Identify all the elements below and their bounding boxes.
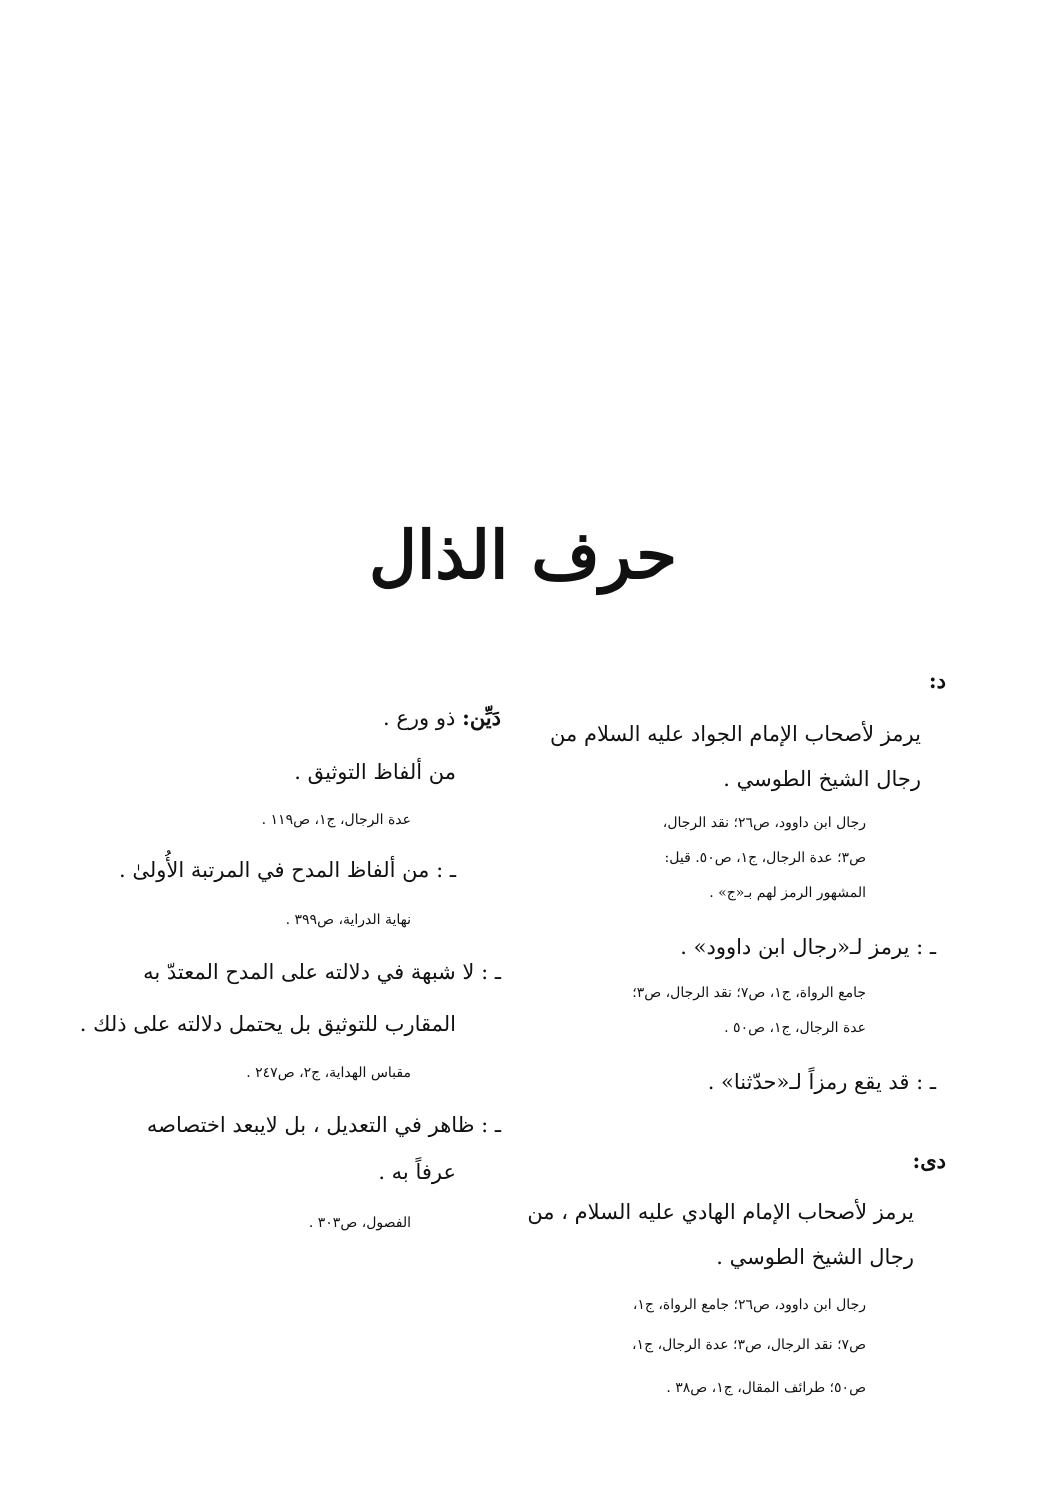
sub3-line1: ـ : ظاهر في التعديل ، بل لايبعد اختصاصه bbox=[146, 1113, 501, 1137]
sub3-ref: الفصول، ص٣٠٣ . bbox=[308, 1215, 411, 1231]
entry2-line1: يرمز لأصحاب الإمام الهادي عليه السلام ، من bbox=[527, 1200, 914, 1224]
entry2-ref1: رجال ابن داوود، ص٢٦؛ جامع الرواة، ج١، bbox=[632, 1297, 866, 1313]
entry1-sub1: ـ : يرمز لـ«رجال ابن داوود» . bbox=[680, 935, 936, 959]
def2: من ألفاظ التوثيق . bbox=[294, 760, 456, 784]
entry1-line1: يرمز لأصحاب الإمام الجواد عليه السلام من bbox=[550, 722, 921, 746]
entry1-ref2: ص٣؛ عدة الرجال، ج١، ص٥٠. قيل: bbox=[664, 850, 866, 866]
sub2-line2: المقارب للتوثيق بل يحتمل دلالته على ذلك . bbox=[79, 1012, 456, 1036]
entry-heading-di: دى: bbox=[912, 1148, 946, 1173]
entry1-ref1: رجال ابن داوود، ص٢٦؛ نقد الرجال، bbox=[662, 815, 866, 831]
entry1-sub1-ref1: جامع الرواة، ج١، ص٧؛ نقد الرجال، ص٣؛ bbox=[632, 985, 866, 1001]
lemma-def1: ذو ورع . bbox=[383, 706, 456, 730]
entry1-sub1-ref2: عدة الرجال، ج١، ص٥٠ . bbox=[724, 1020, 866, 1036]
entry1-ref3: المشهور الرمز لهم بـ«ج» . bbox=[709, 885, 866, 901]
sub2-ref: مقباس الهداية، ج٢، ص٢٤٧ . bbox=[246, 1065, 411, 1081]
entry2-line2: رجال الشيخ الطوسي . bbox=[716, 1245, 914, 1269]
sub1-ref: نهاية الدراية، ص٣٩٩ . bbox=[285, 912, 411, 928]
ref1: عدة الرجال، ج١، ص١١٩ . bbox=[261, 812, 411, 828]
sub1: ـ : من ألفاظ المدح في المرتبة الأُولىٰ . bbox=[119, 858, 456, 882]
entry1-sub2: ـ : قد يقع رمزاً لـ«حدّثنا» . bbox=[707, 1070, 936, 1094]
lemma-dayyin: دَيِّن: bbox=[462, 705, 501, 730]
sub2-line1: ـ : لا شبهة في دلالته على المدح المعتدّ به bbox=[143, 960, 501, 984]
entry2-ref3: ص٥٠؛ طرائف المقال، ج١، ص٣٨ . bbox=[666, 1380, 866, 1396]
section-title: حرف الذال bbox=[369, 516, 677, 594]
entry2-ref2: ص٧؛ نقد الرجال، ص٣؛ عدة الرجال، ج١، bbox=[632, 1337, 866, 1353]
entry-heading-dal: د: bbox=[928, 668, 946, 693]
lemma-line bbox=[383, 705, 501, 730]
sub3-line2: عرفاً به . bbox=[378, 1160, 456, 1184]
entry1-line2: رجال الشيخ الطوسي . bbox=[723, 767, 921, 791]
